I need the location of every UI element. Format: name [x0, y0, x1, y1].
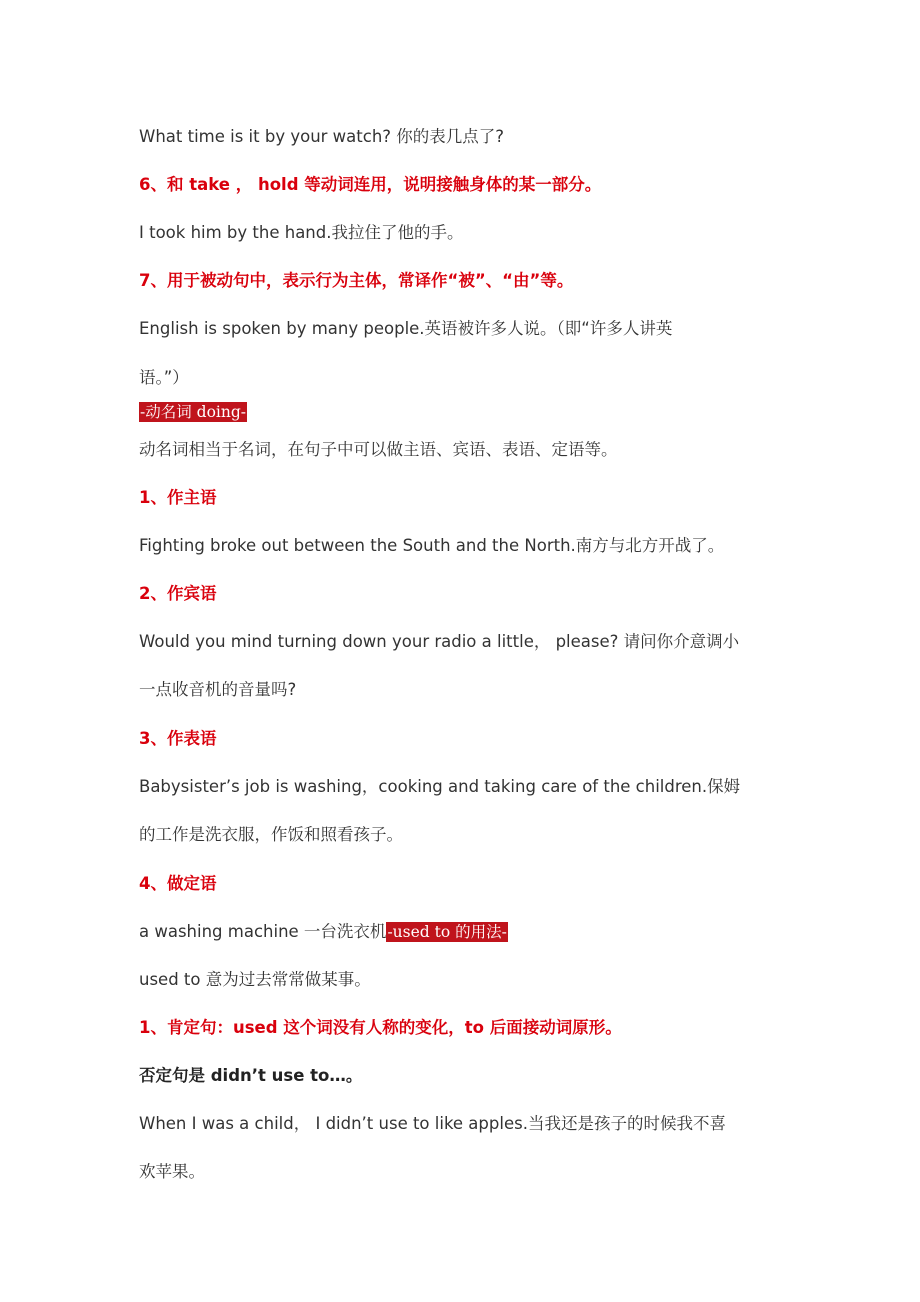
section-heading: 3、作表语 — [139, 729, 217, 748]
example-text: a washing machine 一台洗衣机 — [139, 922, 387, 941]
body-text: Babysister’s job is washing，cooking and taking care of the children.保姆 — [139, 777, 741, 796]
highlighted-title — [139, 401, 247, 423]
title-used-to: -used to 的用法- — [387, 923, 507, 941]
body-text: I took him by the hand.我拉住了他的手。 — [139, 223, 464, 242]
section-heading: 6、和 take ， hold 等动词连用，说明接触身体的某一部分。 — [139, 175, 602, 194]
body-text: When I was a child， I didn’t use to like apples.当我还是孩子的时候我不喜 — [139, 1114, 726, 1133]
section-heading: 2、作宾语 — [139, 584, 217, 603]
body-text: 一点收音机的音量吗? — [139, 680, 297, 699]
title-doing: -动名词 doing- — [140, 403, 247, 421]
body-text — [139, 921, 508, 943]
section-heading: 7、用于被动句中，表示行为主体，常译作“被”、“由”等。 — [139, 271, 574, 290]
section-heading: 4、做定语 — [139, 874, 217, 893]
body-text: 的工作是洗衣服，作饭和照看孩子。 — [139, 825, 403, 844]
bold-text: 否定句是 didn’t use to…。 — [139, 1066, 363, 1085]
body-text: 语。”） — [139, 368, 189, 387]
body-text: Would you mind turning down your radio a little， please? 请问你介意调小 — [139, 632, 740, 651]
body-text: Fighting broke out between the South and the North.南方与北方开战了。 — [139, 536, 725, 555]
body-text: English is spoken by many people.英语被许多人说。（即“许多人讲英 — [139, 319, 673, 338]
body-text: What time is it by your watch? 你的表几点了? — [139, 127, 505, 146]
section-heading: 1、肯定句：used 这个词没有人称的变化，to 后面接动词原形。 — [139, 1018, 622, 1037]
section-heading: 1、作主语 — [139, 488, 217, 507]
body-text: used to 意为过去常常做某事。 — [139, 970, 371, 989]
body-text: 欢苹果。 — [139, 1162, 205, 1181]
body-text: 动名词相当于名词，在句子中可以做主语、宾语、表语、定语等。 — [139, 440, 618, 459]
